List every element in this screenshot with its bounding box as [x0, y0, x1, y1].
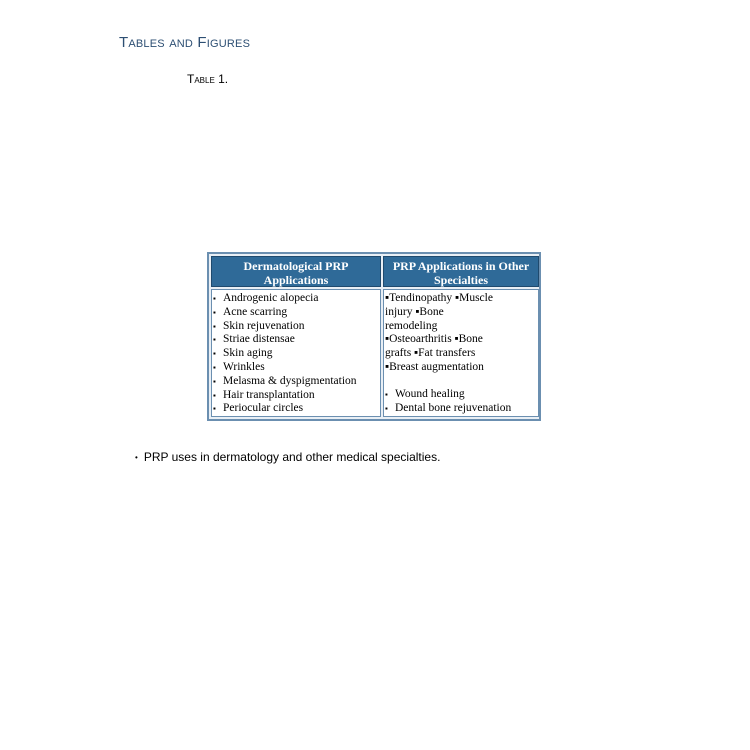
other-specialties-line: ▪Osteoarthritis ▪Bone [385, 333, 483, 346]
list-item-text: Skin rejuvenation [223, 319, 305, 332]
other-specialties-line: injury ▪Bone [385, 305, 444, 318]
list-item-text: Striae distensae [223, 333, 295, 346]
bullet-icon: ▪ [213, 404, 216, 414]
dermatological-list-item [212, 333, 380, 347]
bullet-icon: ▪ [385, 403, 388, 413]
bullet-icon: ▪ [213, 390, 216, 400]
table-header-other-specialties: PRP Applications in Other Specialties [383, 256, 539, 287]
spacer [385, 375, 538, 388]
dermatological-list-item [212, 292, 380, 306]
table-cell-dermatological [211, 289, 381, 417]
table-header-dermatological: Dermatological PRP Applications [211, 256, 381, 287]
list-item-text: Acne scarring [223, 305, 288, 318]
dermatological-list [212, 290, 380, 416]
bullet-icon: ▪ [385, 389, 388, 399]
dermatological-list-item [212, 306, 380, 320]
table-column-other-specialties [383, 256, 539, 417]
dermatological-list-item [212, 402, 380, 416]
section-title: Tables and Figures [119, 34, 251, 51]
other-specialties-line: ▪Breast augmentation [385, 360, 484, 373]
caption-bullet: • [135, 453, 138, 462]
dermatological-list-item [212, 320, 380, 334]
dermatological-list-item [212, 389, 380, 403]
list-item-text: Wound healing [395, 387, 465, 400]
other-specialties-list [384, 290, 538, 415]
prp-applications-table [207, 252, 541, 421]
list-item-text: Periocular circles [223, 402, 304, 415]
other-specialties-line: ▪Tendinopathy ▪Muscle [385, 292, 493, 304]
table-label: Table 1. [187, 72, 229, 86]
caption-text: PRP uses in dermatology and other medical specialties. [143, 450, 441, 464]
bullet-icon: ▪ [213, 321, 216, 331]
dermatological-list-item [212, 347, 380, 361]
list-item-text: Skin aging [223, 347, 273, 360]
bullet-icon: ▪ [213, 349, 216, 359]
bullet-icon: ▪ [213, 294, 216, 303]
other-specialties-list-item [385, 402, 538, 416]
list-item-text: Wrinkles [223, 360, 265, 373]
list-item-text: Dental bone rejuvenation [395, 401, 512, 414]
dermatological-list-item [212, 361, 380, 375]
bullet-icon: ▪ [213, 362, 216, 372]
table-cell-other-specialties [383, 289, 539, 417]
other-specialties-list-item [385, 388, 538, 402]
list-item-text: Hair transplantation [223, 388, 315, 401]
dermatological-list-item [212, 375, 380, 389]
bullet-icon: ▪ [213, 376, 216, 386]
figure-caption [135, 450, 440, 464]
bullet-icon: ▪ [213, 307, 216, 317]
table-column-dermatological [211, 256, 381, 417]
list-item-text: Androgenic alopecia [223, 292, 319, 304]
other-specialties-line: grafts ▪Fat transfers [385, 347, 476, 360]
list-item-text: Melasma & dyspigmentation [223, 374, 357, 387]
other-specialties-line: remodeling [385, 319, 438, 332]
bullet-icon: ▪ [213, 335, 216, 345]
